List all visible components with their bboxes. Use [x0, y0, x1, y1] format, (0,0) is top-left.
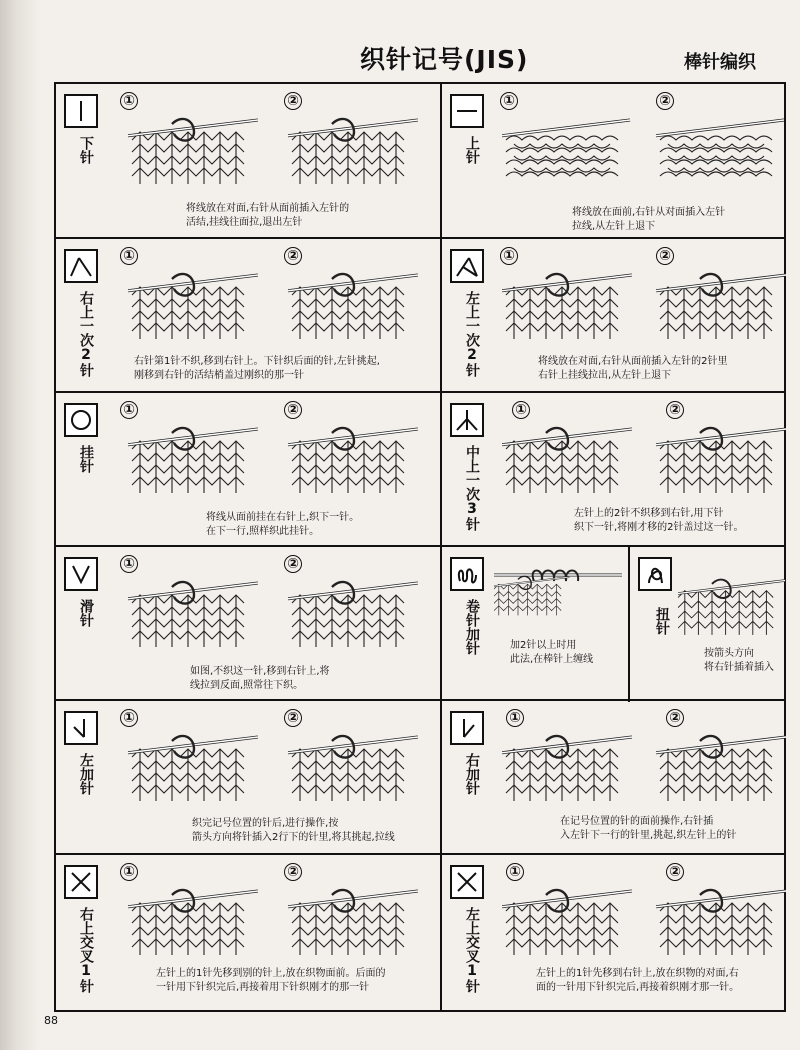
step-number: ② [284, 247, 302, 265]
stitch-caption: 将线从面前挂在右针上,织下一针。 在下一行,照样织此挂针。 [206, 512, 360, 537]
step-number: ② [656, 92, 674, 110]
step-number: ② [284, 92, 302, 110]
step-number: ② [666, 863, 684, 881]
stitch-caption: 将线放在对面,右针从面前插入左针的 活结,挂线往面拉,退出左针 [186, 203, 350, 228]
left-increase-illustration-step1 [128, 729, 258, 809]
stitch-name: 滑针 [78, 599, 94, 627]
twist-illustration [678, 573, 786, 643]
circle-icon [66, 405, 96, 435]
stitch-cell-left-cross [442, 855, 786, 1010]
cast-on-symbol [450, 557, 484, 591]
step-number: ① [120, 863, 138, 881]
right-lean-decrease-icon [66, 251, 96, 281]
left-cross-illustration-step1 [502, 883, 632, 963]
step-number: ② [284, 709, 302, 727]
stitch-cell-right-increase [442, 701, 786, 856]
right-increase-illustration-step2 [656, 729, 786, 809]
stitch-name: 左上一次2针 [464, 291, 480, 377]
x-cross-icon [66, 867, 96, 897]
sub-cell-divider [628, 547, 630, 702]
step-number: ① [506, 709, 524, 727]
purl-illustration-step2 [656, 114, 786, 194]
step-number: ① [120, 247, 138, 265]
left-lean-decrease-icon [452, 251, 482, 281]
step-number: ① [120, 401, 138, 419]
right-cross-illustration-step2 [288, 883, 418, 963]
knit-illustration-step1 [128, 114, 258, 194]
stitch-caption: 左针上的1针先移到右针上,放在织物的对面,右 面的一针用下针织完后,再接着织刚才那一针。 [536, 968, 740, 993]
stitch-cell-left-decrease [442, 239, 786, 394]
left-decrease-symbol [450, 249, 484, 283]
step-number: ① [500, 92, 518, 110]
left-increase-icon [66, 713, 96, 743]
left-increase-illustration-step2 [288, 729, 418, 809]
cast-on-illustration [494, 561, 624, 631]
step-number: ① [500, 247, 518, 265]
stitch-caption: 右针第1针不织,移到右针上。下针织后面的针,左针挑起, 刚移到右针的活结梢盖过刚织的那一针 [134, 356, 380, 381]
right-decrease-illustration-step1 [128, 267, 258, 347]
stitch-caption: 将线放在面前,右针从对面插入左针 拉线,从左针上退下 [572, 207, 726, 232]
page-subtitle: 棒针编织 [684, 52, 756, 73]
purl-illustration-step1 [502, 114, 632, 194]
stitch-caption: 将线放在对面,右针从面前插入左针的2针里 右针上挂线拉出,从左针上退下 [538, 356, 728, 381]
stitch-caption: 如图,不织这一针,移到右针上,将 线拉到反面,照常往下织。 [190, 666, 330, 691]
stitch-name: 扭针 [654, 607, 670, 635]
step-number: ② [284, 863, 302, 881]
stitch-cell-purl [442, 84, 786, 239]
step-number: ① [512, 401, 530, 419]
twist-symbol [638, 557, 672, 591]
stitch-cell-left-increase [56, 701, 440, 856]
stitch-caption: 按箭头方向 将右针插着插入 [704, 648, 774, 673]
stitch-cell-right-cross [56, 855, 440, 1010]
stitch-name: 左上交叉1针 [464, 907, 480, 993]
stitch-caption: 左针上的1针先移到别的针上,放在织物面前。后面的 一针用下针织完后,再接着用下针织刚才的那一针 [156, 968, 386, 993]
page-number: 88 [44, 1014, 58, 1027]
page-title: 织针记号(JIS) [360, 45, 529, 74]
stitch-name: 右加针 [464, 753, 480, 795]
right-increase-symbol [450, 711, 484, 745]
right-cross-illustration-step1 [128, 883, 258, 963]
left-cross-illustration-step2 [656, 883, 786, 963]
yarn-over-illustration-step1 [128, 421, 258, 501]
stitch-name: 下针 [78, 136, 94, 164]
stitch-name: 卷针加针 [464, 599, 480, 655]
stitch-cell-cast-on-and-twist [442, 547, 786, 702]
slip-illustration-step1 [128, 575, 258, 655]
left-increase-symbol [64, 711, 98, 745]
knit-symbol [64, 94, 98, 128]
x-cross-icon [452, 867, 482, 897]
step-number: ② [666, 709, 684, 727]
step-number: ② [284, 555, 302, 573]
right-cross-symbol [64, 865, 98, 899]
purl-symbol [450, 94, 484, 128]
right-increase-icon [452, 713, 482, 743]
center-decrease-illustration-step1 [502, 421, 632, 501]
stitch-name: 中上一次3针 [464, 445, 480, 531]
center-decrease-symbol [450, 403, 484, 437]
right-increase-illustration-step1 [502, 729, 632, 809]
twist-loop-icon [640, 559, 670, 589]
knit-illustration-step2 [288, 114, 418, 194]
step-number: ② [666, 401, 684, 419]
left-cross-symbol [450, 865, 484, 899]
v-icon [66, 559, 96, 589]
stitch-cell-right-decrease [56, 239, 440, 394]
step-number: ② [284, 401, 302, 419]
yarn-over-symbol [64, 403, 98, 437]
left-decrease-illustration-step2 [656, 267, 786, 347]
center-decrease-illustration-step2 [656, 421, 786, 501]
stitch-caption: 在记号位置的针的面前操作,右针插 入左针下一行的针里,挑起,织左针上的针 [560, 816, 737, 841]
step-number: ① [120, 92, 138, 110]
step-number: ① [120, 555, 138, 573]
stitch-caption: 左针上的2针不织移到右针,用下针 织下一针,将刚才移的2针盖过这一针。 [574, 508, 744, 533]
step-number: ① [120, 709, 138, 727]
stitch-cell-yarn-over [56, 393, 440, 548]
slip-illustration-step2 [288, 575, 418, 655]
step-number: ① [506, 863, 524, 881]
stitch-cell-knit [56, 84, 440, 239]
right-decrease-symbol [64, 249, 98, 283]
stitch-name: 上针 [464, 136, 480, 164]
right-decrease-illustration-step2 [288, 267, 418, 347]
stitch-name: 挂针 [78, 445, 94, 473]
slip-symbol [64, 557, 98, 591]
stitch-name: 右上交叉1针 [78, 907, 94, 993]
horizontal-bar-icon [452, 96, 482, 126]
loop-wave-icon [452, 559, 482, 589]
vertical-bar-icon [66, 96, 96, 126]
center-decrease-icon [452, 405, 482, 435]
stitch-cell-center-decrease [442, 393, 786, 548]
stitch-cell-slip [56, 547, 440, 702]
stitch-name: 左加针 [78, 753, 94, 795]
book-binding-shadow [0, 0, 40, 1050]
left-decrease-illustration-step1 [502, 267, 632, 347]
yarn-over-illustration-step2 [288, 421, 418, 501]
stitch-caption: 加2针以上时用 此法,在棒针上缠线 [510, 640, 594, 665]
step-number: ② [656, 247, 674, 265]
stitch-caption: 织完记号位置的针后,进行操作,按 箭头方向将针插入2行下的针里,将其挑起,拉线 [192, 818, 395, 843]
stitch-name: 右上一次2针 [78, 291, 94, 377]
stitch-symbol-table [54, 82, 786, 1012]
